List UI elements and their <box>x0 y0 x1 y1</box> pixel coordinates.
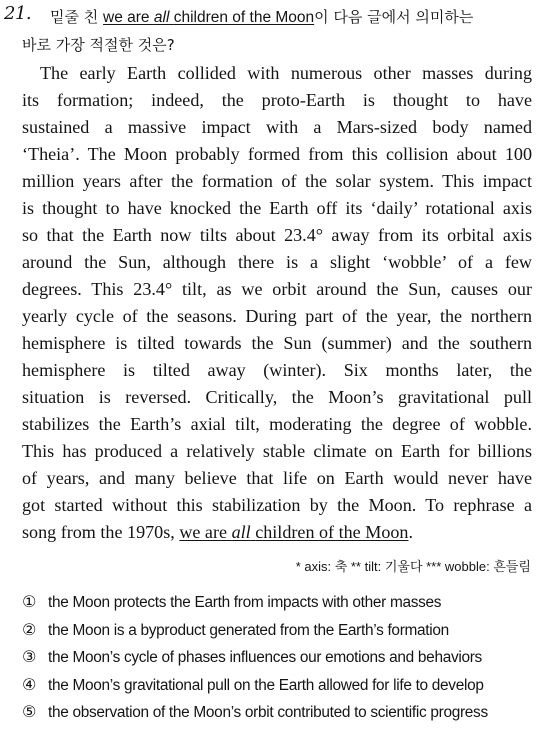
passage-line: around the Sun, although there is a slight ‘wobble’ of a few <box>22 252 532 272</box>
answer-option-2[interactable] <box>22 620 537 648</box>
passage-line: ‘Theia’. The Moon probably formed from this collision about 100 <box>22 144 532 164</box>
answer-options <box>22 592 537 730</box>
prompt-lead: 밑줄 친 <box>50 8 99 26</box>
option-text: the observation of the Moon’s orbit contributed to scientific progress <box>48 704 488 722</box>
answer-option-1[interactable] <box>22 592 537 620</box>
passage-phrase-part-2: children of the Moon <box>255 522 409 542</box>
question-prompt-line2: 바로 가장 적절한 것은? <box>22 36 175 54</box>
phrase-italic-word: all <box>153 9 170 26</box>
passage-last-line <box>22 519 532 546</box>
question-prompt <box>50 6 533 27</box>
passage-line: stabilizes the Earth’s axial tilt, moderating the degree of wobble. <box>22 414 532 434</box>
passage-line: sustained a massive impact with a Mars-sized body named <box>22 117 532 137</box>
option-number: ⑤ <box>22 702 37 722</box>
passage-line: This has produced a relatively stable climate on Earth for billions <box>22 441 532 461</box>
passage <box>22 60 532 546</box>
passage-line: is thought to have knocked the Earth off its ‘daily’ rotational axis <box>22 198 532 218</box>
passage-line: so that the Earth now tilts about 23.4° away from its orbital axis <box>22 225 532 245</box>
passage-phrase-part-1: we are <box>179 522 228 542</box>
question-number: 21. <box>4 3 32 24</box>
passage-line: million years after the formation of the solar system. This impact <box>22 171 532 191</box>
phrase-part-1: we are <box>103 9 150 26</box>
option-number: ② <box>22 619 37 639</box>
option-text: the Moon’s gravitational pull on the Earth allowed for life to develop <box>48 676 484 694</box>
option-number: ④ <box>22 674 37 694</box>
option-text: the Moon protects the Earth from impacts with other masses <box>48 594 442 611</box>
passage-line: hemisphere is tilted away (winter). Six months later, the <box>22 360 532 380</box>
passage-line: The early Earth collided with numerous other masses during <box>40 63 532 83</box>
prompt-tail: 이 다음 글에서 의미하는 <box>314 8 474 26</box>
phrase-part-2: children of the Moon <box>173 9 315 26</box>
passage-line: its formation; indeed, the proto-Earth is thought to have <box>22 90 532 110</box>
last-line-period: . <box>408 522 413 542</box>
passage-line: of years, and many believe that life on Earth would never have <box>22 468 532 488</box>
option-number: ③ <box>22 647 37 667</box>
prompt-underlined-phrase <box>103 9 314 26</box>
last-line-lead: song from the 1970s, <box>22 522 175 542</box>
option-number: ① <box>22 592 37 611</box>
option-text: the Moon’s cycle of phases influences our emotions and behaviors <box>48 649 482 667</box>
passage-underlined-phrase <box>179 522 408 542</box>
vocabulary-footnotes: * axis: 축 ** tilt: 기울다 *** wobble: 흔들림 <box>295 559 531 574</box>
option-text: the Moon is a byproduct generated from the Earth’s formation <box>48 621 449 639</box>
passage-line: degrees. This 23.4° tilt, as we orbit around the Sun, causes our <box>22 279 532 299</box>
passage-line: hemisphere is tilted towards the Sun (summer) and the southern <box>22 333 532 353</box>
passage-line: got started without this stabilization by the Moon. To rephrase a <box>22 495 532 515</box>
answer-option-5[interactable] <box>22 702 537 730</box>
passage-line: yearly cycle of the seasons. During part of the year, the northern <box>22 306 532 326</box>
answer-option-4[interactable] <box>22 675 537 703</box>
passage-line: situation is reversed. Critically, the Moon’s gravitational pull <box>22 387 532 407</box>
passage-phrase-italic-word: all <box>231 522 251 542</box>
answer-option-3[interactable] <box>22 647 537 675</box>
